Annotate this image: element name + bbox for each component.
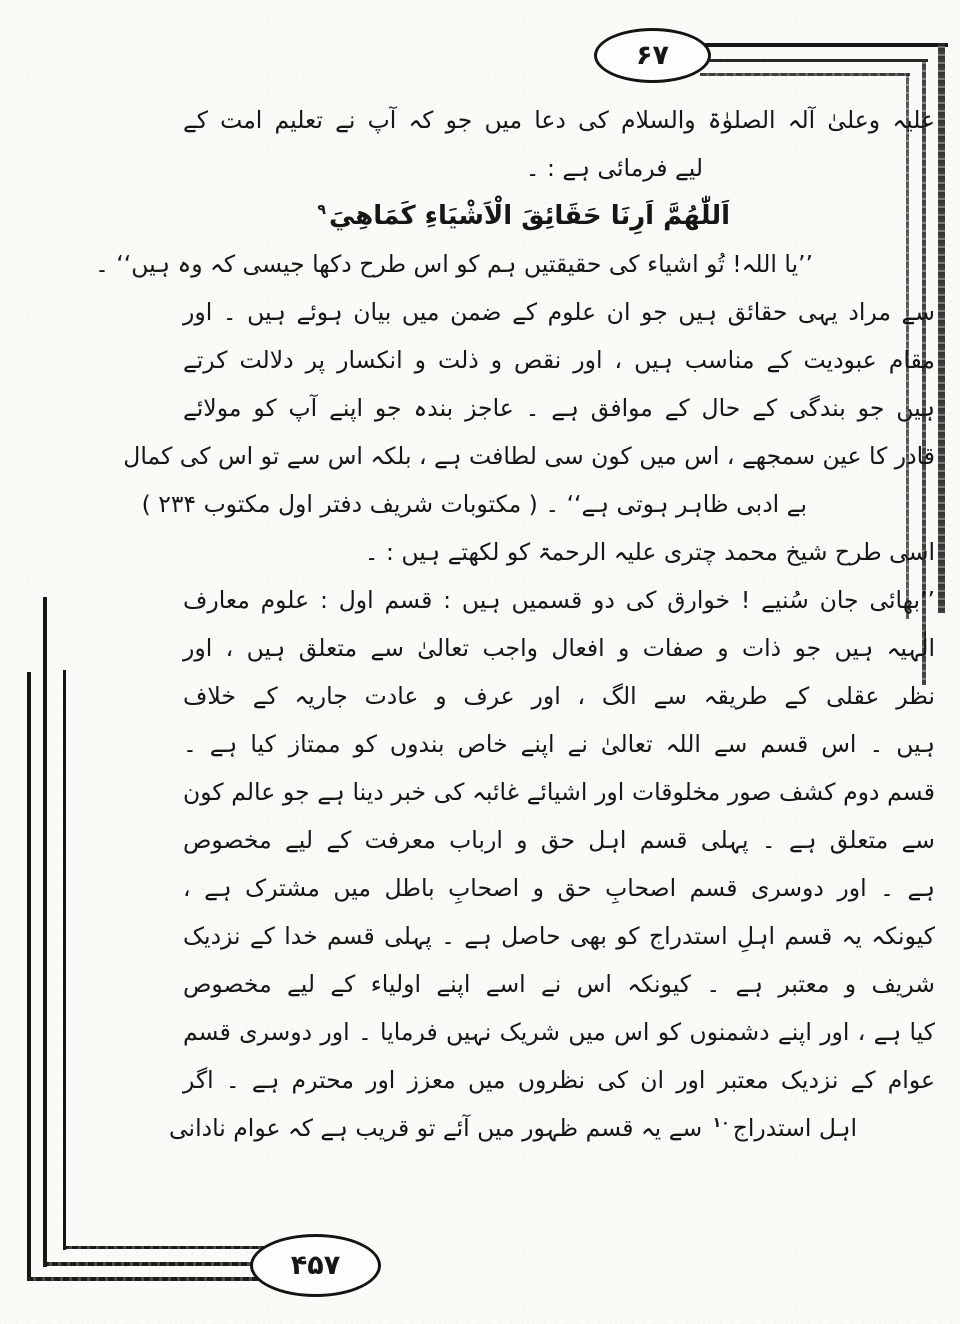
text-line: ہے ۔ اور دوسری قسم اصحابِ حق و اصحابِ باطل میں مشترک ہے ، [183, 874, 935, 902]
text-line: ’’بھائی جان سُنیے ! خوارق کی دو قسمیں ہیں : قسم اول : علوم معارف [183, 586, 935, 614]
page-number-bottom: ۴۵۷ [290, 1250, 341, 1281]
frame-left-line-mid [43, 597, 47, 1267]
text-line: قادر کا عین سمجھے ، اس میں کون سی لطافت ہے ، بلکہ اس سے تو اس کی کمال [123, 442, 935, 470]
frame-top-line-inner [700, 73, 910, 76]
footnote-marker: ۹ [317, 202, 326, 219]
frame-top-line-mid [700, 59, 928, 62]
text-line: کیونکہ یہ قسم اہلِ استدراج کو بھی حاصل ہے ۔ پہلی قسم خدا کے نزدیک [183, 922, 935, 950]
text-line: قسم دوم کشف صور مخلوقات اور اشیائے غائبہ کی خبر دینا ہے جو عالم کون [183, 778, 935, 806]
text-line: ہیں جو بندگی کے حال کے موافق ہے ۔ عاجز بندہ جو اپنے آپ کو مولائے [183, 394, 935, 422]
text-line: کیا ہے ، اور اپنے دشمنوں کو اس میں شریک نہیں فرمایا ۔ اور دوسری قسم [183, 1018, 935, 1046]
text-line: ہیں ۔ اس قسم سے اللہ تعالیٰ نے اپنے خاص بندوں کو ممتاز کیا ہے ۔ [183, 730, 935, 758]
text-line: شریف و معتبر ہے ۔ کیونکہ اس نے اسے اپنے اولیاء کے لیے مخصوص [183, 970, 935, 998]
text-line: الٰہیہ ہیں جو ذات و صفات و افعال واجب تعالیٰ سے متعلق ہیں ، اور [183, 634, 935, 662]
text-line: مقام عبودیت کے مناسب ہیں ، اور نقص و ذلت و انکسار پر دلالت کرتے [183, 346, 935, 374]
text-line: علیہ وعلیٰ آلہ الصلوٰۃ والسلام کی دعا میں جو کہ آپ نے تعلیم امت کے [183, 106, 935, 134]
frame-left-line-outer [27, 672, 31, 1281]
text-line: ’’یا اللہ! تُو اشیاء کی حقیقتیں ہم کو اس طرح دکھا جیسی کہ وہ ہیں‘‘ ۔ [95, 250, 813, 278]
text-line: نظر عقلی کے طریقہ سے الگ ، اور عرف و عادت جاریہ کے خلاف [183, 682, 935, 710]
frame-top-line-outer [700, 43, 948, 47]
text-line: اہل استدراج$^{۱۰}$ سے یہ قسم ظہور میں آئے تو قریب ہے کہ عوام نادانی [168, 1114, 857, 1142]
frame-right-line-outer [938, 43, 945, 613]
text-line: اسی طرح شیخ محمد چتری علیہ الرحمۃ کو لکھتے ہیں : ۔ [364, 538, 935, 566]
page-number-top-badge [594, 28, 711, 83]
frame-left-line-inner [63, 670, 66, 1250]
page-number-top: ۶۷ [636, 40, 669, 71]
text-line: سے مراد یہی حقائق ہیں جو ان علوم کے ضمن میں بیان ہوئے ہیں ۔ اور [183, 298, 935, 326]
text-line: عوام کے نزدیک معتبر اور ان کی نظروں میں معزز اور محترم ہے ۔ اگر [183, 1066, 935, 1094]
text-line: سے متعلق ہے ۔ پہلی قسم اہل حق و ارباب معرفت کے لیے مخصوص [183, 826, 935, 854]
text-line: لیے فرمائی ہے : ۔ [525, 154, 703, 182]
text-block [95, 96, 935, 1152]
page-number-bottom-badge [250, 1234, 381, 1297]
text-line: بے ادبی ظاہر ہوتی ہے‘‘ ۔ ( مکتوبات شریف دفتر اول مکتوب ۲۳۴ ) [141, 490, 807, 518]
footnote-marker: ۱۰ [712, 1115, 730, 1132]
text-line: اَللّٰهُمَّ اَرِنَا حَقَائِقَ الْاَشْيَاءِ كَمَاهِيَ$^۹$ [183, 192, 935, 240]
